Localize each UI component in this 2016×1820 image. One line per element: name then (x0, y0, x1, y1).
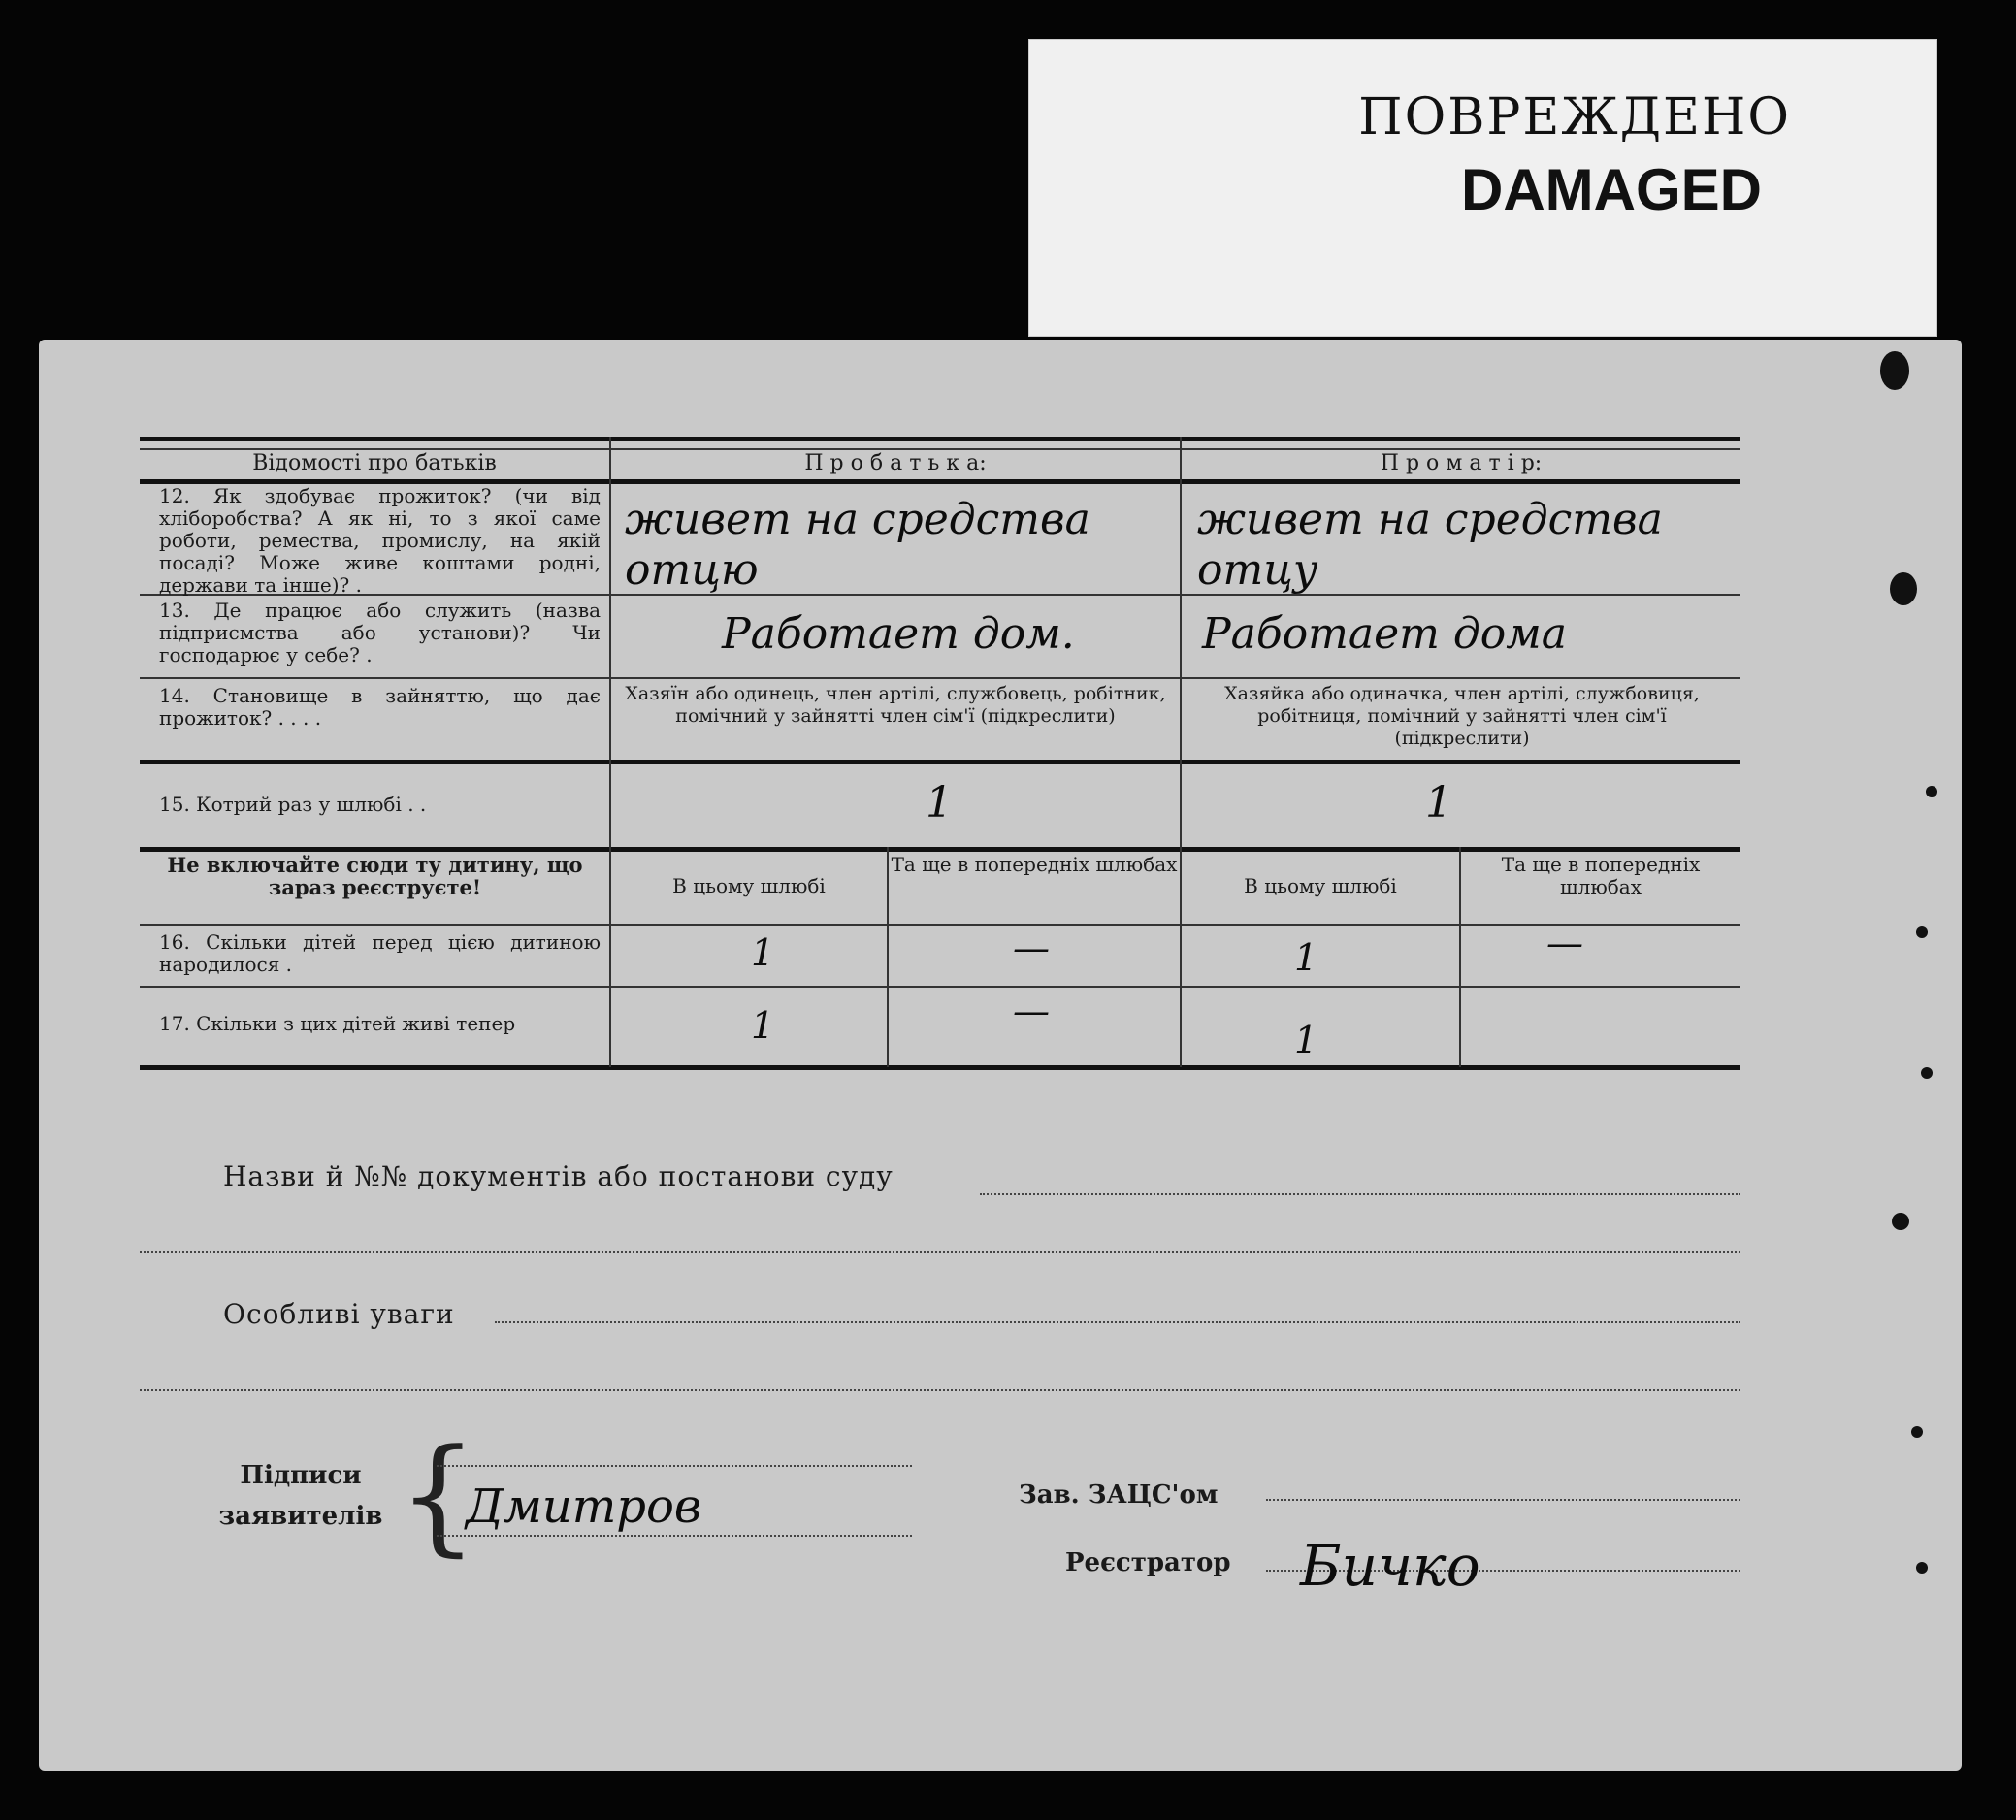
row13-father-handwriting: Работает дом. (722, 609, 1075, 659)
registrar-signature: Бичко (1300, 1533, 1480, 1599)
header-father: П р о б а т ь к а: (804, 451, 987, 475)
head-signature-line (1266, 1499, 1740, 1501)
row16-mother-this-value: 1 (1294, 936, 1318, 979)
binder-hole-icon (1911, 1426, 1923, 1438)
registrar-label: Реєстратор (1065, 1548, 1231, 1577)
binder-hole-icon (1926, 786, 1937, 797)
mother-this-marriage-header: В цьому шлюбі (1244, 874, 1397, 897)
applicants-signature-line-2 (437, 1535, 912, 1537)
row16-mother-prev-value: — (1546, 922, 1583, 964)
row15-mother-value: 1 (1425, 778, 1452, 828)
father-this-marriage-header: В цьому шлюбі (672, 874, 826, 897)
applicant-signature: Дмитров (466, 1479, 701, 1534)
header-mother: П р о м а т і р: (1380, 451, 1543, 475)
document-page (39, 340, 1962, 1771)
header-parents-info: Відомості про батьків (252, 451, 497, 475)
row15-father-value: 1 (926, 778, 953, 828)
damaged-stamp-label (1028, 39, 1937, 337)
notes-line-2 (140, 1389, 1740, 1391)
documents-line (980, 1193, 1740, 1195)
row17-mother-this-value: 1 (1294, 1019, 1318, 1061)
row16-father-prev-value: — (1013, 926, 1050, 969)
binder-hole-icon (1916, 926, 1928, 938)
row14-label: 14. Становище в зайняттю, що дає прожиток? . . . . (159, 684, 601, 730)
exclude-child-note: Не включайте сюди ту дитину, що зараз реєструєте! (167, 853, 583, 899)
row17-label: 17. Скільки з цих дітей живі тепер (159, 1012, 516, 1035)
applicants-signature-label: Підписи заявителів (218, 1461, 383, 1531)
applicants-bracket: { (398, 1421, 478, 1569)
row16-father-this-value: 1 (751, 931, 775, 974)
row15-label: 15. Котрий раз у шлюбі . . (159, 793, 427, 816)
binder-hole-icon (1892, 1213, 1909, 1230)
documents-label: Назви й №№ документів або постанови суду (223, 1160, 894, 1192)
row13-label: 13. Де працює або служить (назва підприємства або установи)? Чи господарює у себе? . (159, 599, 601, 666)
binder-hole-icon (1880, 351, 1909, 390)
documents-line-2 (140, 1251, 1740, 1253)
row17-father-this-value: 1 (751, 1004, 775, 1047)
row14-father-options: Хазяїн або одинець, член артілі, службовець, робітник, помічний у зайнятті член сім'ї (підкреслити) (625, 683, 1166, 727)
row12-mother-handwriting: живет на средства отцу (1197, 495, 1663, 595)
head-of-registry-label: Зав. ЗАЦС'ом (1019, 1480, 1219, 1510)
row14-mother-options: Хазяйка або одиначка, член артілі, службовиця, робітниця, помічний у зайнятті член сім'ї (підкреслити) (1224, 683, 1700, 749)
notes-line (495, 1321, 1740, 1323)
row13-mother-handwriting: Работает дома (1202, 609, 1567, 659)
binder-hole-icon (1890, 572, 1917, 605)
row12-father-handwriting: живет на средства отцю (625, 495, 1090, 595)
row12-label: 12. Як здобуває прожиток? (чи від хліборобства? А як ні, то з якої саме роботи, ремества, промислу, на якій посаді? Може живе коштами родні, держави та інше)? . (159, 484, 601, 597)
applicants-signature-line-1 (437, 1465, 912, 1467)
mother-previous-marriages-header: Та ще в попередніх шлюбах (1501, 853, 1701, 898)
binder-hole-icon (1921, 1067, 1933, 1079)
row16-label: 16. Скільки дітей перед цією дитиною народилося . (159, 930, 601, 976)
binder-hole-icon (1916, 1562, 1928, 1574)
father-previous-marriages-header: Та ще в попередніх шлюбах (891, 853, 1178, 876)
notes-label: Особливі уваги (223, 1298, 455, 1330)
row17-father-prev-value: — (1013, 990, 1050, 1032)
stamp-text-english: DAMAGED (1461, 157, 1762, 222)
stamp-text-ukrainian: ПОВРЕЖДЕНО (1358, 88, 1791, 146)
